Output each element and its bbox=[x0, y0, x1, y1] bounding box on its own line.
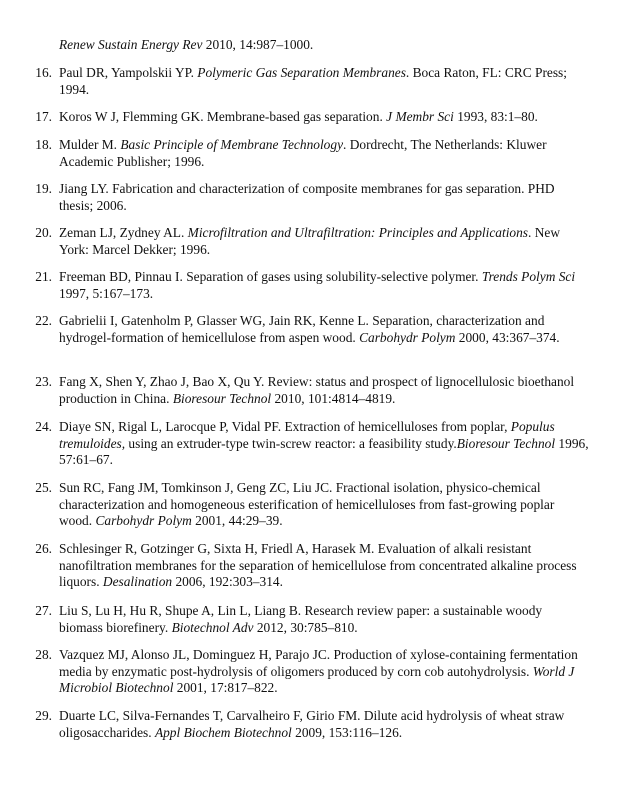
reference-text: . Boca Raton, FL: CRC Press; 1994. bbox=[59, 65, 567, 97]
reference-text: 2000, 43:367–374. bbox=[455, 329, 560, 345]
reference-text: Jiang LY. Fabrication and characterization of composite membranes for gas separation. PHD thesis; 2006. bbox=[59, 181, 555, 213]
reference-body bbox=[59, 65, 589, 98]
reference-text: 2010, 14:987–1000. bbox=[202, 37, 314, 52]
reference-body bbox=[59, 137, 589, 170]
reference-italic-text: Carbohydr Polym bbox=[359, 329, 456, 345]
reference-body bbox=[59, 225, 589, 258]
reference-text: 2006, 192:303–314. bbox=[172, 574, 283, 590]
reference-text: Fang X, Shen Y, Zhao J, Bao X, Qu Y. Review: status and prospect of lignocellulosic bioethanol production in China. bbox=[59, 374, 575, 406]
reference-text: 2010, 101:4814–4819. bbox=[271, 390, 396, 406]
reference-text: 2012, 30:785–810. bbox=[253, 619, 358, 635]
reference-body bbox=[59, 181, 589, 214]
reference-text: . New York: Marcel Dekker; 1996. bbox=[59, 225, 560, 257]
reference-body bbox=[59, 313, 589, 346]
reference-body bbox=[59, 603, 589, 636]
reference-number: 25. bbox=[35, 480, 52, 495]
reference-body bbox=[59, 374, 589, 407]
reference-text: 2009, 153:116–126. bbox=[291, 724, 403, 740]
reference-body bbox=[59, 480, 589, 530]
reference-text: 1993, 83:1–80. bbox=[453, 109, 538, 124]
reference-italic-text: Populus tremuloides, bbox=[59, 419, 555, 451]
reference-italic-text: Trends Polym Sci bbox=[481, 269, 576, 284]
reference-text: Freeman BD, Pinnau I. Separation of gases using solubility-selective polymer. bbox=[59, 269, 482, 284]
reference-body bbox=[59, 269, 589, 302]
reference-italic-text: Basic Principle of Membrane Technology bbox=[120, 137, 344, 152]
reference-text: Liu S, Lu H, Hu R, Shupe A, Lin L, Liang B. Research review paper: a sustainable woody biomass biorefinery. bbox=[59, 603, 543, 635]
reference-body bbox=[59, 541, 589, 591]
reference-number: 27. bbox=[35, 603, 52, 618]
reference-body bbox=[59, 109, 589, 126]
reference-number: 17. bbox=[35, 109, 52, 124]
reference-number: 24. bbox=[35, 419, 52, 434]
reference-text: Paul DR, Yampolskii YP. bbox=[59, 65, 198, 80]
reference-number: 29. bbox=[35, 708, 52, 723]
reference-number: 19. bbox=[35, 181, 52, 196]
reference-number: 16. bbox=[35, 65, 52, 80]
reference-italic-text: Desalination bbox=[102, 574, 173, 590]
reference-italic-text: Biotechnol Adv bbox=[171, 619, 254, 635]
reference-text: Zeman LJ, Zydney AL. bbox=[59, 225, 188, 240]
reference-text: 1996, 57:61–67. bbox=[59, 435, 589, 468]
reference-italic-text: Microfiltration and Ultrafiltration: Principles and Applications bbox=[187, 225, 529, 240]
reference-number: 28. bbox=[35, 647, 52, 662]
reference-italic-text: Polymeric Gas Separation Membranes bbox=[197, 65, 406, 80]
reference-continuation bbox=[59, 37, 589, 54]
reference-text: Gabrielii I, Gatenholm P, Glasser WG, Jain RK, Kenne L. Separation, characterization and hydrogel-formation of hemicellulose from aspen wood. bbox=[59, 313, 545, 345]
reference-text: using an extruder-type twin-screw reactor: a feasibility study. bbox=[125, 435, 457, 451]
reference-body bbox=[59, 419, 589, 469]
reference-body bbox=[59, 647, 589, 697]
reference-italic-text: Carbohydr Polym bbox=[95, 513, 192, 529]
reference-number: 21. bbox=[35, 269, 52, 284]
reference-number: 22. bbox=[35, 313, 52, 328]
reference-text: . Dordrecht, The Netherlands: Kluwer Academic Publisher; 1996. bbox=[59, 137, 547, 169]
reference-italic-text: World J Microbiol Biotechnol bbox=[59, 663, 575, 696]
reference-italic-text: J Membr Sci bbox=[386, 109, 454, 124]
reference-text: 2001, 17:817–822. bbox=[173, 680, 278, 696]
reference-number: 20. bbox=[35, 225, 52, 240]
reference-italic-text: Bioresour Technol bbox=[172, 390, 272, 406]
reference-text: Diaye SN, Rigal L, Larocque P, Vidal PF. Extraction of hemicelluloses from poplar, bbox=[59, 419, 511, 434]
reference-italic-text: Renew Sustain Energy Rev bbox=[59, 37, 203, 52]
reference-text: Koros W J, Flemming GK. Membrane-based gas separation. bbox=[59, 109, 387, 124]
reference-number: 26. bbox=[35, 541, 52, 556]
reference-number: 18. bbox=[35, 137, 52, 152]
reference-number: 23. bbox=[35, 374, 52, 389]
reference-text: Sun RC, Fang JM, Tomkinson J, Geng ZC, Liu JC. Fractional isolation, physico-chemical characterization and homogeneous esterification of hemicelluloses from fast-growing poplar wood. bbox=[59, 480, 555, 529]
reference-body bbox=[59, 708, 589, 741]
reference-italic-text: Appl Biochem Biotechnol bbox=[154, 724, 292, 740]
reference-text: Schlesinger R, Gotzinger G, Sixta H, Friedl A, Harasek M. Evaluation of alkali resistant nanofiltration membranes for the separation of hemicellulose from concentrated alkaline process liquors. bbox=[59, 541, 577, 590]
reference-italic-text: Bioresour Technol bbox=[456, 435, 556, 451]
reference-text: 2001, 44:29–39. bbox=[191, 513, 283, 529]
reference-text: Duarte LC, Silva-Fernandes T, Carvalheiro F, Girio FM. Dilute acid hydrolysis of wheat straw oligosaccharides. bbox=[59, 708, 565, 740]
reference-text: Mulder M. bbox=[59, 137, 121, 152]
reference-text: 1997, 5:167–173. bbox=[59, 285, 154, 301]
reference-text: Vazquez MJ, Alonso JL, Dominguez H, Parajo JC. Production of xylose-containing fermentation media by enzymatic post-hydrolysis of oligomers produced by corn cob autohydrolysis. bbox=[59, 647, 578, 679]
